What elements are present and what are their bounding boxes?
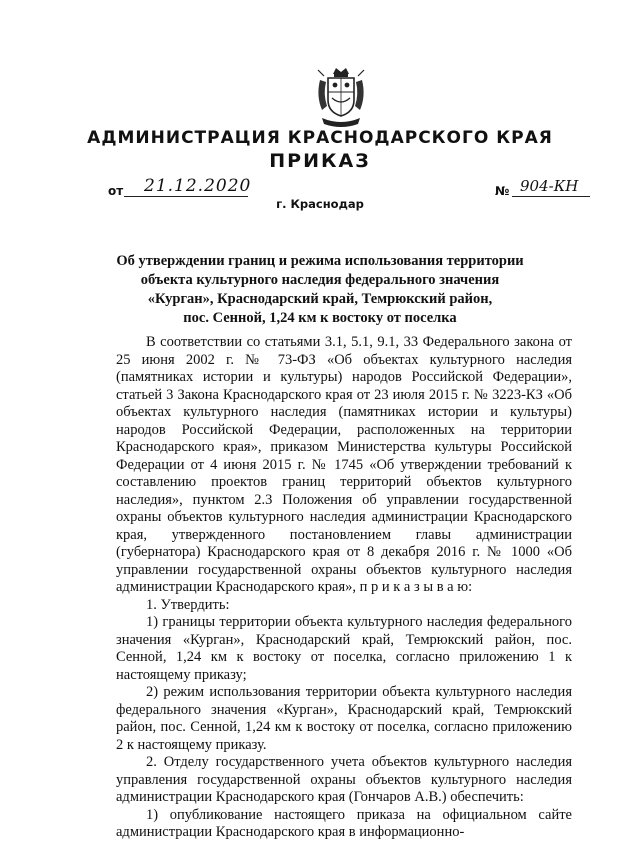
handwritten-date: 21.12.2020 — [144, 176, 252, 196]
number-label: № — [495, 184, 510, 198]
coat-of-arms-emblem — [314, 66, 368, 132]
item-2-1: 1) опубликование настоящего приказа на официальном сайте администрации Краснодарского края в информационно- — [116, 806, 572, 840]
item-1-2: 2) режим использования территории объекта культурного наследия федерального значения «Курган», Краснодарский край, Темрюкский район, пос. Сенной, 1,24 км к востоку от поселка, согласно приложению 2 к настоящему приказу. — [116, 684, 572, 753]
document-title — [100, 252, 540, 328]
handwritten-number: 904-КН — [520, 177, 579, 195]
organization-name: АДМИНИСТРАЦИЯ КРАСНОДАРСКОГО КРАЯ — [87, 128, 553, 148]
city-name: г. Краснодар — [276, 197, 364, 211]
item-1: 1. Утвердить: — [146, 596, 230, 613]
title-line: «Курган», Краснодарский край, Темрюкский район, — [147, 291, 493, 307]
date-label: от — [108, 184, 124, 198]
item-2: 2. Отделу государственного учета объектов культурного наследия управления государственной охраны объектов культурного наследия администрации Краснодарского края (Гончаров А.В.) обеспечить: — [116, 754, 572, 805]
item-1-1: 1) границы территории объекта культурного наследия федерального значения «Курган», Краснодарский край, Темрюкский район, пос. Сенной, 1,24 км к востоку от поселка, согласно приложению 1 к настоящему приказу; — [116, 614, 572, 683]
title-line: Об утверждении границ и режима использования территории — [116, 253, 524, 269]
preamble-paragraph: В соответствии со статьями 3.1, 5.1, 9.1, 33 Федерального закона от 25 июня 2002 г. № 73-ФЗ «Об объектах культурного наследия (памятниках истории и культуры) народов Российской Федерации», статьей 3 Закона Краснодарского края от 23 июля 2015 г. № 3223-КЗ «Об объектах культурного наследия (памятниках истории и культуры) народов Российской Федерации, расположенных на территории Краснодарского края», приказом Министерства культуры Российской Федерации от 4 июня 2015 г. № 1745 «Об утверждении требований к составлению проектов границ территорий объектов культурного наследия», пунктом 2.3 Положения об управлении государственной охраны объектов культурного наследия администрации Краснодарского края, утвержденного постановлением главы администрации (губернатора) Краснодарского края от 8 декабря 2016 г. № 1000 «Об управлении государственной охраны объектов культурного наследия администрации Краснодарского края», п р и к а з ы в а ю: — [116, 334, 572, 595]
document-type: ПРИКАЗ — [269, 150, 371, 172]
document-body — [116, 334, 572, 842]
title-line: объекта культурного наследия федерального значения — [140, 272, 500, 288]
title-line: пос. Сенной, 1,24 км к востоку от поселка — [183, 310, 457, 326]
